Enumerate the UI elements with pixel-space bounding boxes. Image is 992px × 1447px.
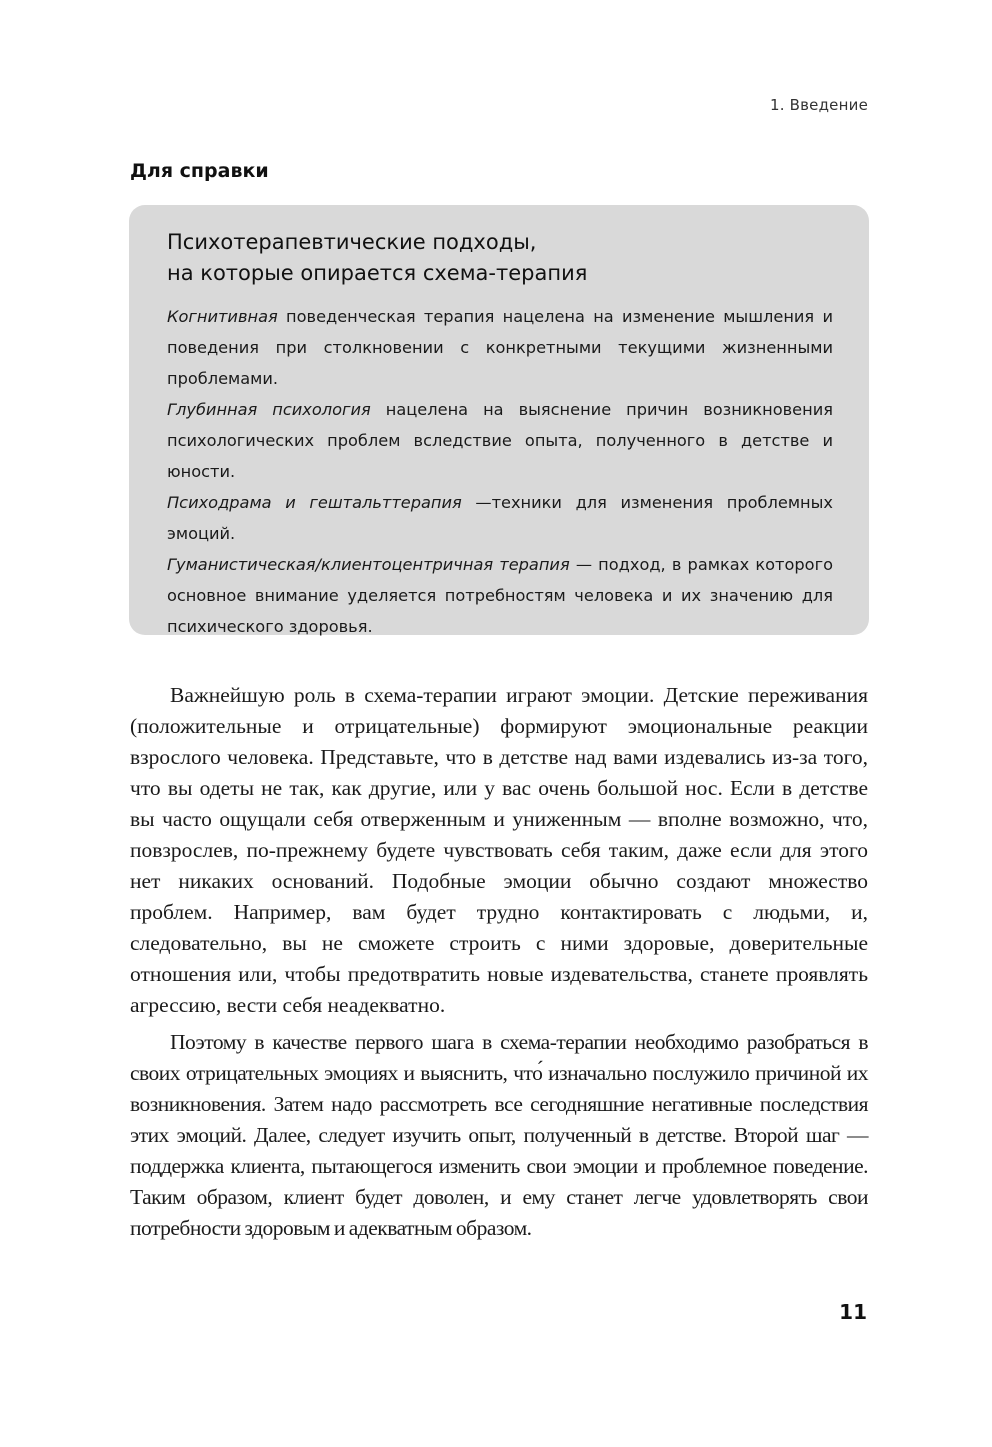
sidebar-item-cognitive — [167, 301, 833, 394]
reference-sidebar-box — [129, 205, 869, 635]
sidebar-body — [167, 301, 833, 642]
sidebar-item-psychodrama — [167, 487, 833, 549]
sidebar-item-text: —техники для изменения проблемных эмоций. — [167, 493, 833, 543]
sidebar-title — [167, 227, 833, 289]
sidebar-item-term: Когнитивная — [167, 307, 278, 326]
body-paragraph-2: Поэтому в качестве первого шага в схема-терапии необходимо разобраться в своих отрицательных эмоциях и выяснить, что́ изначально послужило причиной их возникновения. Затем надо рассмотреть все сегодняшние негативные последствия этих эмоций. Далее, следует изучить опыт, полученный в детстве. Второй шаг — поддержка клиента, пытающегося изменить свои эмоции и проблемное поведение. Таким образом, клиент будет доволен, и ему станет легче удовлетворять свои потребности здоровым и адекватным образом. — [130, 1030, 868, 1240]
sidebar-item-text: — подход, в рамках которого основное внимание уделяется потребностям человека и их значению для психического здоровья. — [167, 555, 833, 636]
sidebar-item-term: Психодрама и гештальттерапия — [167, 493, 462, 512]
sidebar-title-line-2: на которые опирается схема-терапия — [167, 261, 588, 285]
body-paragraph-1: Важнейшую роль в схема-терапии играют эмоции. Детские переживания (положительные и отрицательные) формируют эмоциональные реакции взрослого человека. Представьте, что в детстве над вами издевались из-за того, что вы одеты не так, как другие, или у вас очень большой нос. Если в детстве вы часто ощущали себя отверженным и униженным — вполне возможно, что, повзрослев, по-прежнему будете чувствовать себя таким, даже если для этого нет никаких оснований. Подобные эмоции обычно создают множество проблем. Например, вам будет трудно контактировать с людьми, и, следовательно, вы не сможете строить с ними здоровые, доверительные отношения или, чтобы предотвратить новые издевательства, станете проявлять агрессию, вести себя неадекватно. — [130, 683, 868, 1017]
sidebar-item-term: Глубинная психология — [167, 400, 371, 419]
sidebar-title-line-1: Психотерапевтические подходы, — [167, 230, 537, 254]
sidebar-item-humanistic — [167, 549, 833, 642]
page-number: 11 — [839, 1300, 867, 1324]
sidebar-item-text: поведенческая терапия нацелена на изменение мышления и поведения при столкновении с конкретными текущими жизненными проблемами. — [167, 307, 833, 388]
sidebar-item-term: Гуманистическая/клиентоцентричная терапия — [167, 555, 570, 574]
running-head: 1. Введение — [769, 96, 868, 114]
section-label: Для справки — [130, 160, 269, 182]
main-text — [130, 680, 868, 1250]
sidebar-item-text: нацелена на выяснение причин возникновения психологических проблем вследствие опыта, полученного в детстве и юности. — [167, 400, 833, 481]
sidebar-item-depth-psychology — [167, 394, 833, 487]
